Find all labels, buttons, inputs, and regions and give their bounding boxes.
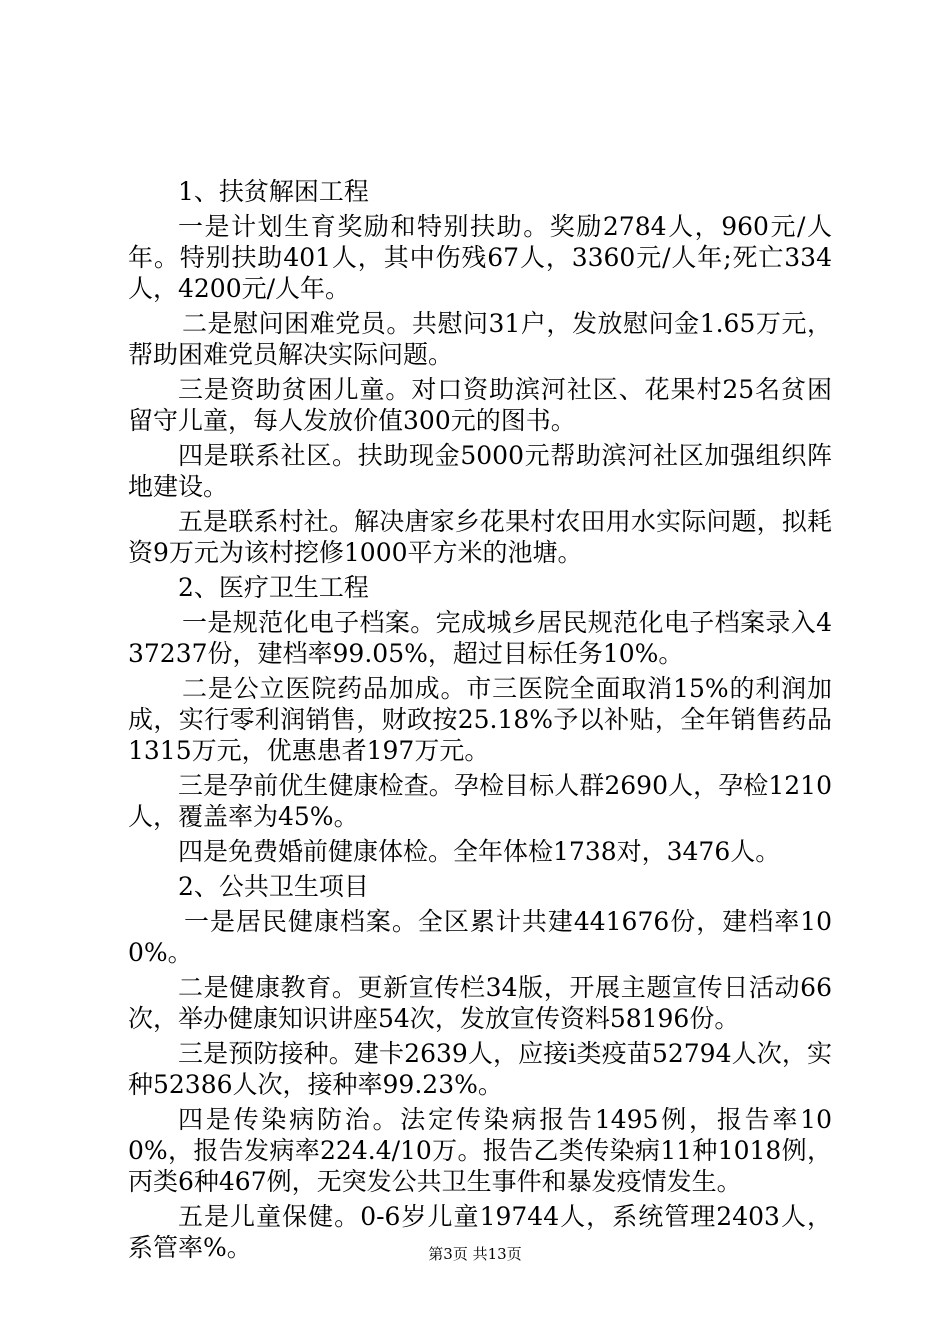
paragraph: 二是公立医院药品加成。市三医院全面取消15%的利润加成，实行零利润销售，财政按25.18%予以补贴，全年销售药品1315万元，优惠患者197万元。: [128, 674, 832, 765]
paragraph: 五是联系村社。解决唐家乡花果村农田用水实际问题，拟耗资9万元为该村挖修1000平方米的池塘。: [128, 507, 832, 567]
paragraph: 三是孕前优生健康检查。孕检目标人群2690人，孕检1210人，覆盖率为45%。: [128, 771, 832, 831]
section-heading-poverty: 1、扶贫解困工程: [178, 177, 369, 206]
paragraph: 四是联系社区。扶助现金5000元帮助滨河社区加强组织阵地建设。: [128, 441, 832, 501]
paragraph: 三是资助贫困儿童。对口资助滨河社区、花果村25名贫困留守儿童，每人发放价值300元的图书。: [128, 375, 832, 435]
document-body: [128, 176, 832, 1267]
paragraph: 二是健康教育。更新宣传栏34版，开展主题宣传日活动66次，举办健康知识讲座54次，发放宣传资料58196份。: [128, 973, 832, 1033]
paragraph: 一是居民健康档案。全区累计共建441676份，建档率100%。: [128, 907, 832, 967]
section-heading-medical: 2、医疗卫生工程: [178, 573, 369, 602]
paragraph: 四是免费婚前健康体检。全年体检1738对，3476人。: [178, 837, 781, 866]
paragraph: 一是规范化电子档案。完成城乡居民规范化电子档案录入437237份，建档率99.05%，超过目标任务10%。: [128, 608, 832, 668]
paragraph: 四是传染病防治。法定传染病报告1495例，报告率100%，报告发病率224.4/10万。报告乙类传染病11种1018例，丙类6种467例，无突发公共卫生事件和暴发疫情发生。: [128, 1105, 832, 1196]
paragraph: 五是儿童保健。0-6岁儿童19744人，系统管理2403人，系管率%。: [128, 1202, 832, 1262]
page-number-footer: 第3页 共13页: [428, 1245, 522, 1263]
paragraph: 二是慰问困难党员。共慰问31户，发放慰问金1.65万元，帮助困难党员解决实际问题。: [128, 309, 832, 369]
section-heading-public-health: 2、公共卫生项目: [178, 872, 369, 901]
paragraph: 一是计划生育奖励和特别扶助。奖励2784人，960元/人年。特别扶助401人，其中伤残67人，3360元/人年;死亡334人，4200元/人年。: [128, 212, 832, 303]
paragraph: 三是预防接种。建卡2639人，应接i类疫苗52794人次，实种52386人次，接种率99.23%。: [128, 1039, 832, 1099]
